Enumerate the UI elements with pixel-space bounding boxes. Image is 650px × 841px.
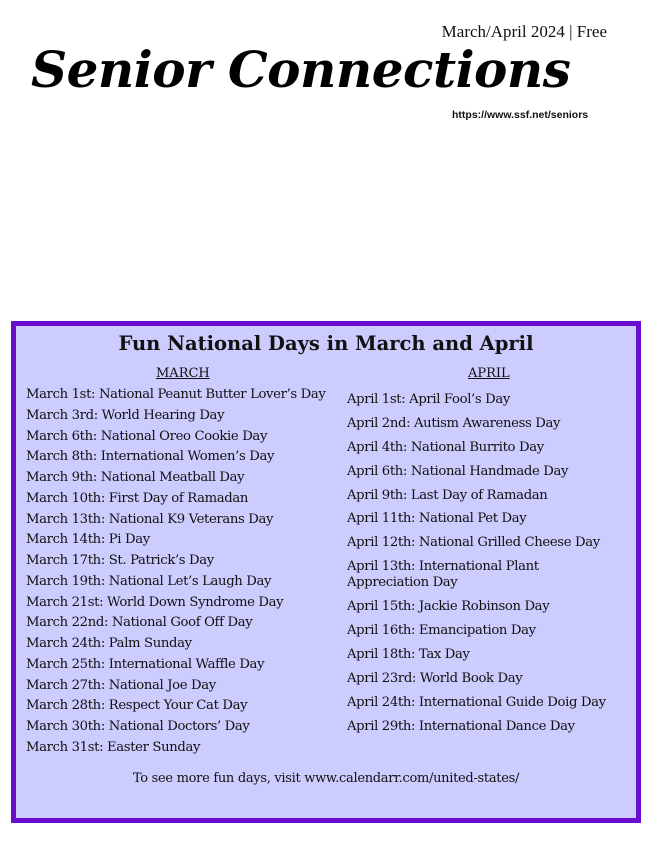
list-item: April 23rd: World Book Day bbox=[347, 670, 523, 686]
box-title: Fun National Days in March and April bbox=[118, 332, 534, 355]
list-item: April 12th: National Grilled Cheese Day bbox=[347, 535, 600, 551]
list-item: March 17th: St. Patrick’s Day bbox=[26, 553, 214, 568]
list-item: March 13th: National K9 Veterans Day bbox=[26, 511, 274, 527]
list-item: April 1st: April Fool’s Day bbox=[347, 392, 510, 407]
list-item: April 18th: Tax Day bbox=[347, 646, 470, 662]
national-days-box bbox=[11, 321, 641, 823]
list-item: March 22nd: National Goof Off Day bbox=[26, 615, 253, 631]
list-item: April 2nd: Autism Awareness Day bbox=[347, 415, 561, 431]
list-item: April 24th: International Guide Doig Day bbox=[347, 694, 606, 710]
list-item: March 31st: Easter Sunday bbox=[26, 739, 201, 755]
list-item: March 25th: International Waffle Day bbox=[26, 656, 265, 672]
list-item: April 15th: Jackie Robinson Day bbox=[347, 599, 550, 615]
list-item: March 1st: National Peanut Butter Lover’s Day bbox=[26, 387, 326, 402]
more-days-note: To see more fun days, visit www.calendarr.com/united-states/ bbox=[132, 771, 520, 786]
website-url: https://www.ssf.net/seniors bbox=[452, 109, 589, 121]
march-heading: MARCH bbox=[156, 366, 210, 381]
list-item: March 10th: First Day of Ramadan bbox=[26, 490, 249, 506]
list-item: April 4th: National Burrito Day bbox=[347, 439, 544, 455]
list-item: March 14th: Pi Day bbox=[26, 532, 150, 548]
april-list bbox=[347, 388, 622, 738]
list-item: March 8th: International Women’s Day bbox=[26, 449, 275, 465]
list-item: March 21st: World Down Syndrome Day bbox=[26, 594, 284, 610]
list-item: March 28th: Respect Your Cat Day bbox=[26, 698, 248, 714]
list-item: April 13th: International Plant Appreciation Day bbox=[347, 559, 539, 591]
list-item: April 29th: International Dance Day bbox=[347, 718, 575, 734]
list-item: March 30th: National Doctors’ Day bbox=[26, 719, 250, 734]
list-item: March 27th: National Joe Day bbox=[26, 677, 216, 693]
list-item: April 9th: Last Day of Ramadan bbox=[347, 487, 548, 503]
issue-info: March/April 2024 | Free bbox=[441, 22, 607, 41]
list-item: April 6th: National Handmade Day bbox=[347, 463, 569, 479]
list-item: March 9th: National Meatball Day bbox=[26, 470, 245, 485]
list-item: April 16th: Emancipation Day bbox=[347, 623, 536, 639]
march-list bbox=[26, 385, 346, 759]
list-item: March 6th: National Oreo Cookie Day bbox=[26, 428, 268, 444]
april-heading: APRIL bbox=[468, 366, 510, 381]
list-item: March 24th: Palm Sunday bbox=[26, 636, 192, 651]
list-item: April 11th: National Pet Day bbox=[347, 511, 527, 527]
list-item: March 3rd: World Hearing Day bbox=[26, 407, 225, 423]
masthead-title: Senior Connections bbox=[31, 40, 571, 99]
list-item: March 19th: National Let’s Laugh Day bbox=[26, 573, 272, 589]
